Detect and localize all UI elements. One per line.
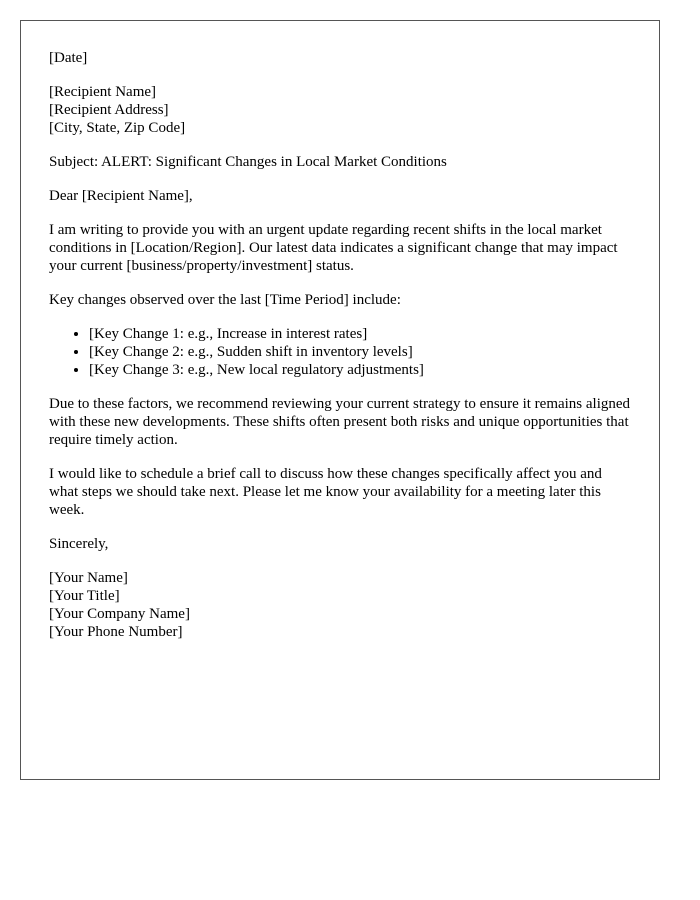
letter-date: [Date] [49,50,88,66]
recipient-block [49,83,631,137]
sender-title: [Your Title] [49,588,120,604]
letter-subject: Subject: ALERT: Significant Changes in Local Market Conditions [49,154,447,170]
sender-phone: [Your Phone Number] [49,624,183,640]
sender-name: [Your Name] [49,570,128,586]
body-paragraph-1: I am writing to provide you with an urgent update regarding recent shifts in the local market conditions in [Location/Region]. Our latest data indicates a significant change that may impact your current [business/property/investment] status. [49,222,618,274]
letter-salutation: Dear [Recipient Name], [49,188,193,204]
key-change-item: • [Key Change 1: e.g., Increase in interest rates] [89,325,631,343]
sender-company: [Your Company Name] [49,606,190,622]
body-paragraph-2: Due to these factors, we recommend reviewing your current strategy to ensure it remains aligned with these new developments. These shifts often present both risks and unique opportunities that require timely action. [49,396,631,448]
letter-closing: Sincerely, [49,536,109,552]
changes-intro: Key changes observed over the last [Time Period] include: [49,292,401,308]
key-change-item: • [Key Change 3: e.g., New local regulatory adjustments] [89,361,631,379]
key-changes-list [49,325,631,379]
recipient-city-state-zip: [City, State, Zip Code] [49,120,186,136]
signature-block [49,569,631,641]
key-change-item: • [Key Change 2: e.g., Sudden shift in inventory levels] [89,343,631,361]
body-paragraph-3: I would like to schedule a brief call to discuss how these changes specifically affect you and what steps we should take next. Please let me know your availability for a meeting later this week. [49,466,602,518]
recipient-name: [Recipient Name] [49,84,157,100]
recipient-address: [Recipient Address] [49,102,169,118]
letter-page [20,20,660,780]
